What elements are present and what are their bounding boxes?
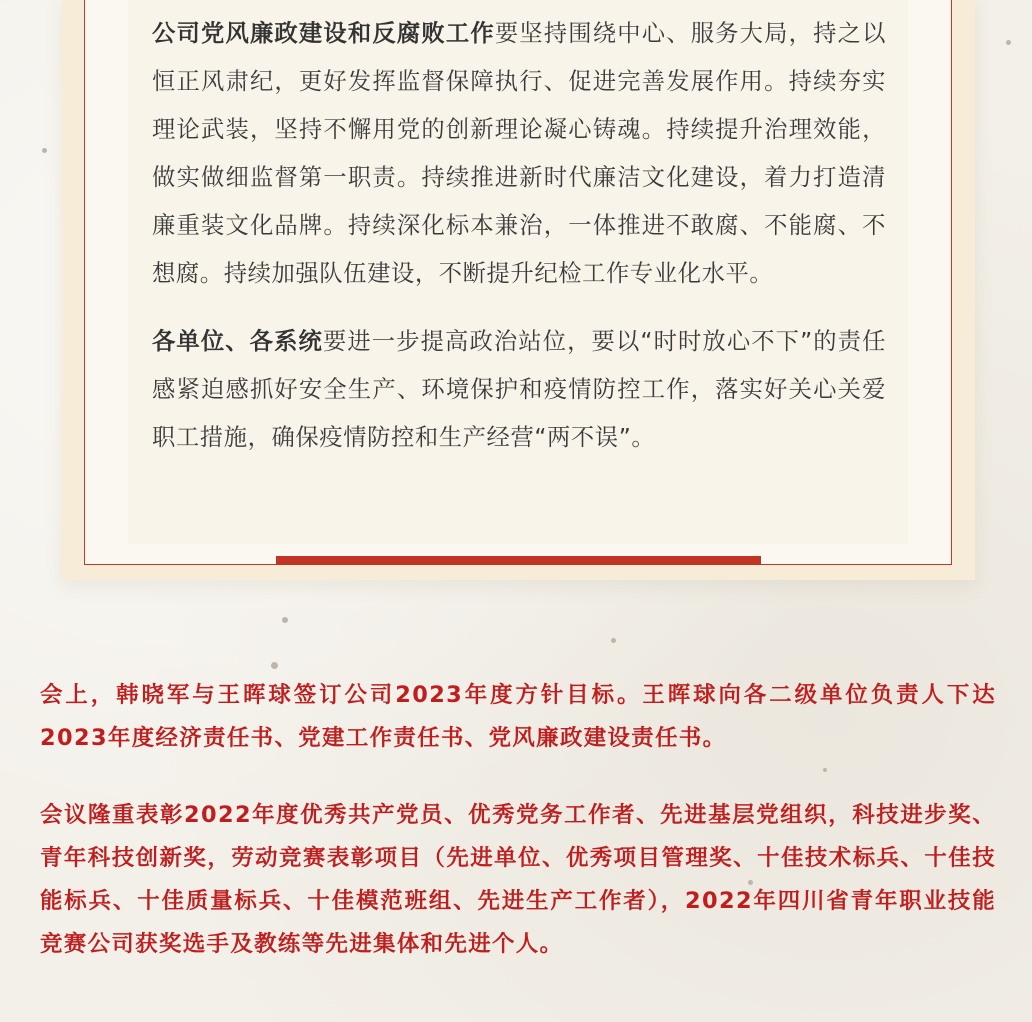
body-paragraph-1-text: 会上，韩晓军与王晖球签订公司2023年度方针目标。王晖球向各二级单位负责人下达2023年度经济责任书、党建工作责任书、党风廉政建设责任书。 xyxy=(40,682,996,751)
background-speck xyxy=(42,148,47,153)
card-paragraph-1 xyxy=(152,10,886,298)
background-speck xyxy=(271,662,278,669)
body-paragraph-signing xyxy=(40,674,996,760)
card-paragraph-2 xyxy=(152,318,886,462)
background-speck xyxy=(282,617,288,623)
card-paragraph-2-lead: 各单位、各系统 xyxy=(152,328,323,355)
card-paragraph-1-lead: 公司党风廉政建设和反腐败工作 xyxy=(152,20,495,47)
body-paragraph-awards xyxy=(40,794,996,966)
background-speck xyxy=(611,638,616,643)
background-speck xyxy=(823,768,827,772)
quote-card-accent-bar xyxy=(276,556,761,565)
body-paragraph-2-text: 会议隆重表彰2022年度优秀共产党员、优秀党务工作者、先进基层党组织，科技进步奖、青年科技创新奖，劳动竞赛表彰项目（先进单位、优秀项目管理奖、十佳技术标兵、十佳技能标兵、十佳质量标兵、十佳模范班组、先进生产工作者），2022年四川省青年职业技能竞赛公司获奖选手及教练等先进集体和先进个人。 xyxy=(40,802,996,957)
quote-card-content xyxy=(152,10,886,462)
card-paragraph-1-body: 要坚持围绕中心、服务大局，持之以恒正风肃纪，更好发挥监督保障执行、促进完善发展作用。持续夯实理论武装，坚持不懈用党的创新理论凝心铸魂。持续提升治理效能，做实做细监督第一职责。持续推进新时代廉洁文化建设，着力打造清廉重装文化品牌。持续深化标本兼治，一体推进不敢腐、不能腐、不想腐。持续加强队伍建设，不断提升纪检工作专业化水平。 xyxy=(152,20,886,287)
card-paragraph-2-body: 要进一步提高政治站位，要以“时时放心不下”的责任感紧迫感抓好安全生产、环境保护和疫情防控工作，落实好关心关爱职工措施，确保疫情防控和生产经营“两不误”。 xyxy=(152,328,886,451)
background-speck xyxy=(1006,40,1011,45)
